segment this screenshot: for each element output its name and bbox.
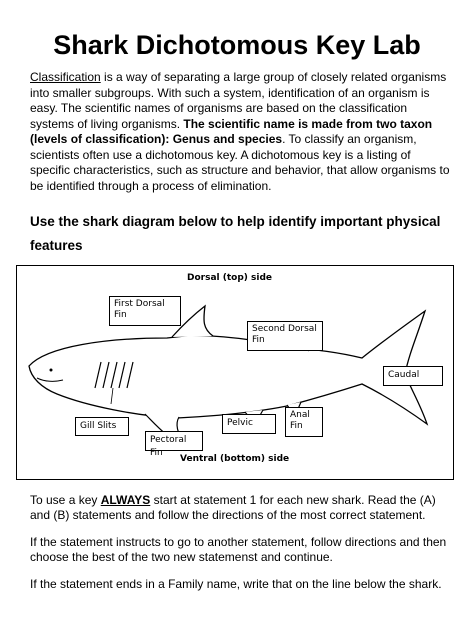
always-emphasis: ALWAYS (100, 493, 151, 507)
anal-fin-label: Anal Fin (285, 407, 323, 437)
intro-text-1: is a way of separating a large group of closely related organisms into smaller subgroups. With such a system, identification of an organism is easy. The scientific names of organisms are based on the classification systems of living organisms. (30, 70, 447, 131)
gill-slits-label: Gill Slits (75, 417, 129, 436)
pectoral-fin-label: Pectoral Fin (145, 431, 203, 451)
caudal-fin-label: Caudal (383, 366, 443, 386)
intro-text-2: . To classify an organism, scientists often use a dichotomous key. A dichotomous key is a listing of specific characteristics, such as structure and behavior, that allow organisms to be identified through a process of elimination. (30, 132, 450, 193)
first-dorsal-fin-label: First Dorsal Fin (109, 296, 181, 326)
instr-2-tail: and continue. (257, 550, 333, 564)
dorsal-side-label: Dorsal (top) side (187, 273, 273, 283)
instr-1-text-b: start at statement 1 for each new shark. Read the (A) and (B) statements and follow the directions of the most correct statement. (30, 493, 436, 522)
intro-bold-text: The scientific name is made from two taxon (levels of classification): Genus and species (30, 116, 433, 146)
ventral-side-label: Ventral (bottom) side (180, 454, 290, 464)
classification-term: Classification (30, 70, 101, 84)
instr-2-word: statemenst (198, 550, 258, 564)
shark-diagram (16, 265, 454, 480)
instructions-paragraph-1 (30, 493, 450, 523)
instructions-paragraph-2 (30, 535, 450, 565)
instr-2-text: If the statement instructs to go to another statement, follow directions and then choose the best of the two new (30, 535, 447, 564)
intro-paragraph (30, 70, 450, 194)
instr-1-text-a: To use a key (30, 493, 101, 507)
pelvic-fin-label: Pelvic (222, 414, 276, 434)
page-title: Shark Dichotomous Key Lab (53, 30, 421, 60)
instructions-paragraph-3: If the statement ends in a Family name, write that on the line below the shark. (30, 577, 442, 591)
section-heading: Use the shark diagram below to help identify important physical features (30, 214, 441, 253)
second-dorsal-fin-label: Second Dorsal Fin (247, 321, 323, 351)
